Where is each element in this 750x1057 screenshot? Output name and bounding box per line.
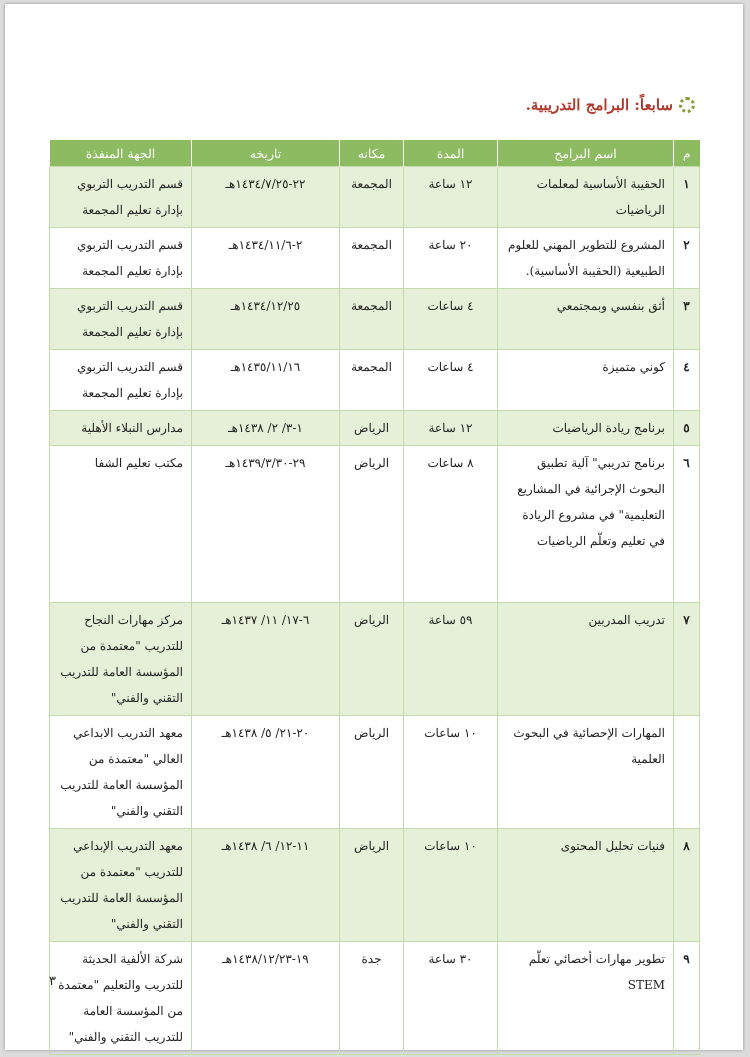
program-name: برنامج ريادة الرياضيات [498, 411, 674, 446]
row-number [674, 716, 700, 829]
program-duration: ٤ ساعات [404, 350, 498, 411]
program-name: أثق بنفسي وبمجتمعي [498, 289, 674, 350]
header-num: م [674, 140, 700, 167]
program-place: المجمعة [340, 289, 404, 350]
program-name: تطوير مهارات أخصائي تعلّم STEM [498, 942, 674, 1055]
program-organizer: معهد التدريب الإبداعي للتدريب "معتمدة من المؤسسة العامة للتدريب التقني والفني" [50, 829, 192, 942]
program-duration: ٥٩ ساعة [404, 603, 498, 716]
program-name: الحقيبة الأساسية لمعلمات الرياضيات [498, 167, 674, 228]
program-duration: ١٢ ساعة [404, 167, 498, 228]
program-name: المشروع للتطوير المهني للعلوم الطبيعية (الحقيبة الأساسية). [498, 228, 674, 289]
row-number: ٤ [674, 350, 700, 411]
table-row [50, 716, 700, 829]
program-organizer: قسم التدريب التربوي بإدارة تعليم المجمعة [50, 350, 192, 411]
document-page [5, 4, 743, 1050]
program-organizer: معهد التدريب الابداعي العالي "معتمدة من المؤسسة العامة للتدريب التقني والفني" [50, 716, 192, 829]
program-place: الرياض [340, 603, 404, 716]
program-date: ١٤٣٤/١٢/٢٥هـ [192, 289, 340, 350]
program-place: المجمعة [340, 167, 404, 228]
program-place: الرياض [340, 446, 404, 603]
program-date: ١٤٣٥/١١/١٦هـ [192, 350, 340, 411]
program-name: فنيات تحليل المحتوى [498, 829, 674, 942]
program-name: كوني متميزة [498, 350, 674, 411]
program-name: تدريب المدربين [498, 603, 674, 716]
section-title: سابعاً: البرامج التدريبية. [525, 96, 673, 114]
header-date: تاريخه [192, 140, 340, 167]
row-number: ٩ [674, 942, 700, 1055]
table-row [50, 228, 700, 289]
program-place: الرياض [340, 716, 404, 829]
program-organizer: مكتب تعليم الشفا [50, 446, 192, 603]
program-duration: ٢٠ ساعة [404, 228, 498, 289]
table-header-row [50, 140, 700, 167]
program-date: ١١-١٢/ ٦/ ١٤٣٨هـ [192, 829, 340, 942]
program-date: ١٩-١٤٣٨/١٢/٢٣هـ [192, 942, 340, 1055]
program-date: ٦-١٧/ ١١/ ١٤٣٧هـ [192, 603, 340, 716]
program-organizer: قسم التدريب التربوي بإدارة تعليم المجمعة [50, 289, 192, 350]
header-organizer: الجهة المنفذة [50, 140, 192, 167]
table-row [50, 829, 700, 942]
program-organizer: مدارس النبلاء الأهلية [50, 411, 192, 446]
program-date: ٢٢-١٤٣٤/٧/٢٥هـ [192, 167, 340, 228]
program-organizer: قسم التدريب التربوي بإدارة تعليم المجمعة [50, 167, 192, 228]
header-duration: المدة [404, 140, 498, 167]
programs-table [49, 140, 700, 1055]
row-number: ٢ [674, 228, 700, 289]
program-date: ١-٣/ ٢/ ١٤٣٨هـ [192, 411, 340, 446]
program-place: الرياض [340, 829, 404, 942]
program-date: ٢٠-٢١/ ٥/ ١٤٣٨هـ [192, 716, 340, 829]
program-duration: ٤ ساعات [404, 289, 498, 350]
row-number: ١ [674, 167, 700, 228]
header-name: اسم البرامج [498, 140, 674, 167]
program-name: برنامج تدريبي" آلية تطبيق البحوث الإجرائية في المشاريع التعليمية" في مشروع الريادة في تعليم وتعلّم الرياضيات [498, 446, 674, 603]
table-row [50, 446, 700, 603]
table-row [50, 942, 700, 1055]
table-row [50, 411, 700, 446]
table-row [50, 167, 700, 228]
program-place: جدة [340, 942, 404, 1055]
program-organizer: مركز مهارات النجاح للتدريب "معتمدة من المؤسسة العامة للتدريب التقني والفني" [50, 603, 192, 716]
program-duration: ١٠ ساعات [404, 829, 498, 942]
program-date: ٢٩-١٤٣٩/٣/٣٠هـ [192, 446, 340, 603]
row-number: ٣ [674, 289, 700, 350]
program-place: المجمعة [340, 228, 404, 289]
program-organizer: شركة الألفية الحديثة للتدريب والتعليم "معتمدة من المؤسسة العامة للتدريب التقني والفني" [50, 942, 192, 1055]
table-row [50, 603, 700, 716]
bullet-ring-icon [679, 97, 695, 113]
row-number: ٦ [674, 446, 700, 603]
row-number: ٥ [674, 411, 700, 446]
table-row [50, 289, 700, 350]
program-duration: ٣٠ ساعة [404, 942, 498, 1055]
page-number: ٣ [49, 974, 56, 989]
program-place: المجمعة [340, 350, 404, 411]
program-duration: ١٢ ساعة [404, 411, 498, 446]
program-place: الرياض [340, 411, 404, 446]
header-place: مكانه [340, 140, 404, 167]
section-heading [526, 96, 695, 114]
row-number: ٧ [674, 603, 700, 716]
table-row [50, 350, 700, 411]
program-name: المهارات الإحصائية في البحوث العلمية [498, 716, 674, 829]
program-organizer: قسم التدريب التربوي بإدارة تعليم المجمعة [50, 228, 192, 289]
program-duration: ١٠ ساعات [404, 716, 498, 829]
program-date: ٢-١٤٣٤/١١/٦هـ [192, 228, 340, 289]
program-duration: ٨ ساعات [404, 446, 498, 603]
row-number: ٨ [674, 829, 700, 942]
